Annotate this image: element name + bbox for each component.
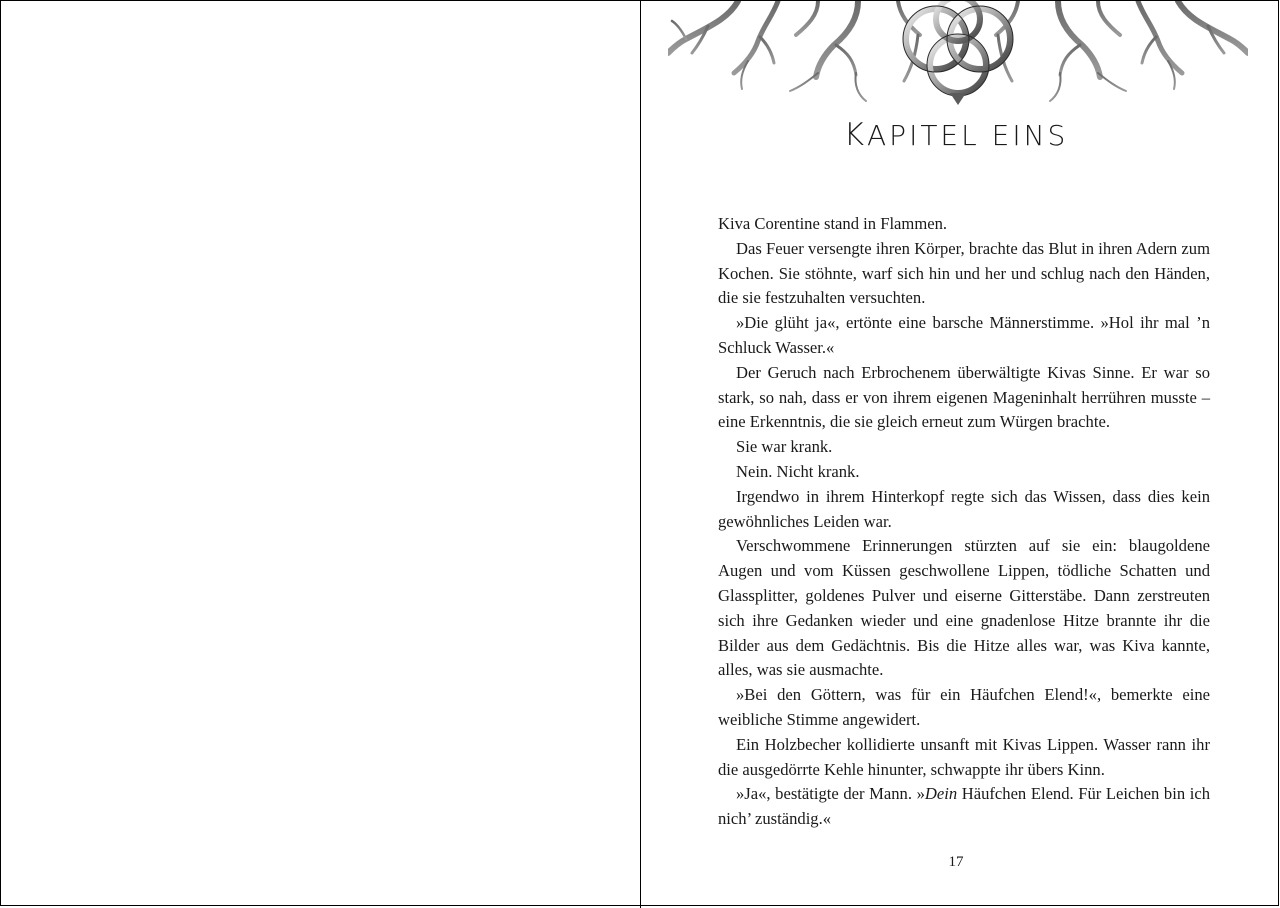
paragraph: »Bei den Göttern, was für ein Häufchen Elend!«, bemerkte eine weibliche Stimme angewidert. <box>718 685 1210 729</box>
paragraph-last-after: Häufchen Elend. Für Leichen bin ich nich’ zuständig.« <box>718 784 1211 829</box>
roots-and-rings-ornament <box>668 1 1248 113</box>
chapter-title-initial: K <box>843 117 868 153</box>
chapter-title-rest: APITEL EINS <box>867 119 1069 152</box>
chapter-body-text <box>718 212 1210 832</box>
paragraph: Kiva Corentine stand in Flammen. <box>718 214 948 233</box>
paragraph: Sie war krank. <box>736 437 833 457</box>
paragraph-last-emphasis: Dein <box>924 784 958 804</box>
right-page <box>641 0 1279 906</box>
paragraph: Nein. Nicht krank. <box>736 461 860 481</box>
paragraph: Das Feuer versengte ihren Körper, brachte das Blut in ihren Adern zum Kochen. Sie stöhnte, warf sich hin und her und schlug nach den Händen, die sie festzuhalten versuchten. <box>718 238 1210 308</box>
page-number: 17 <box>948 854 964 870</box>
paragraph: Irgendwo in ihrem Hinterkopf regte sich das Wissen, dass dies kein gewöhnliches Leiden war. <box>718 486 1210 531</box>
paragraph: Verschwommene Erinnerungen stürzten auf sie ein: blaugoldene Augen und vom Küssen geschwollene Lippen, tödliche Schatten und Glassplitter, goldenes Pulver und eiserne Gitterstäbe. Dann zerstreuten sich ihre Gedanken wieder und eine gnadenlose Hitze brannte ihr die Bilder aus dem Gedächtnis. Bis die Hitze alles war, was Kiva kannte, alles, was sie ausmachte. <box>718 536 1210 680</box>
paragraph: Der Geruch nach Erbrochenem überwältigte Kivas Sinne. Er war so stark, so nah, dass er von ihrem eigenen Mageninhalt herrühren musste – eine Erkenntnis, die sie gleich erneut zum Würgen brachte. <box>718 362 1210 432</box>
chapter-title <box>641 117 1271 153</box>
paragraph-last <box>718 782 1210 832</box>
left-page-blank <box>0 0 640 906</box>
paragraph: »Die glüht ja«, ertönte eine barsche Männerstimme. »Hol ihr mal ’n Schluck Wasser.« <box>718 313 1210 357</box>
paragraph-last-before: »Ja«, bestätigte der Mann. » <box>736 784 925 804</box>
paragraph: Ein Holzbecher kollidierte unsanft mit Kivas Lippen. Wasser rann ihr die ausgedörrte Kehle hinunter, schwappte ihr übers Kinn. <box>718 734 1210 779</box>
